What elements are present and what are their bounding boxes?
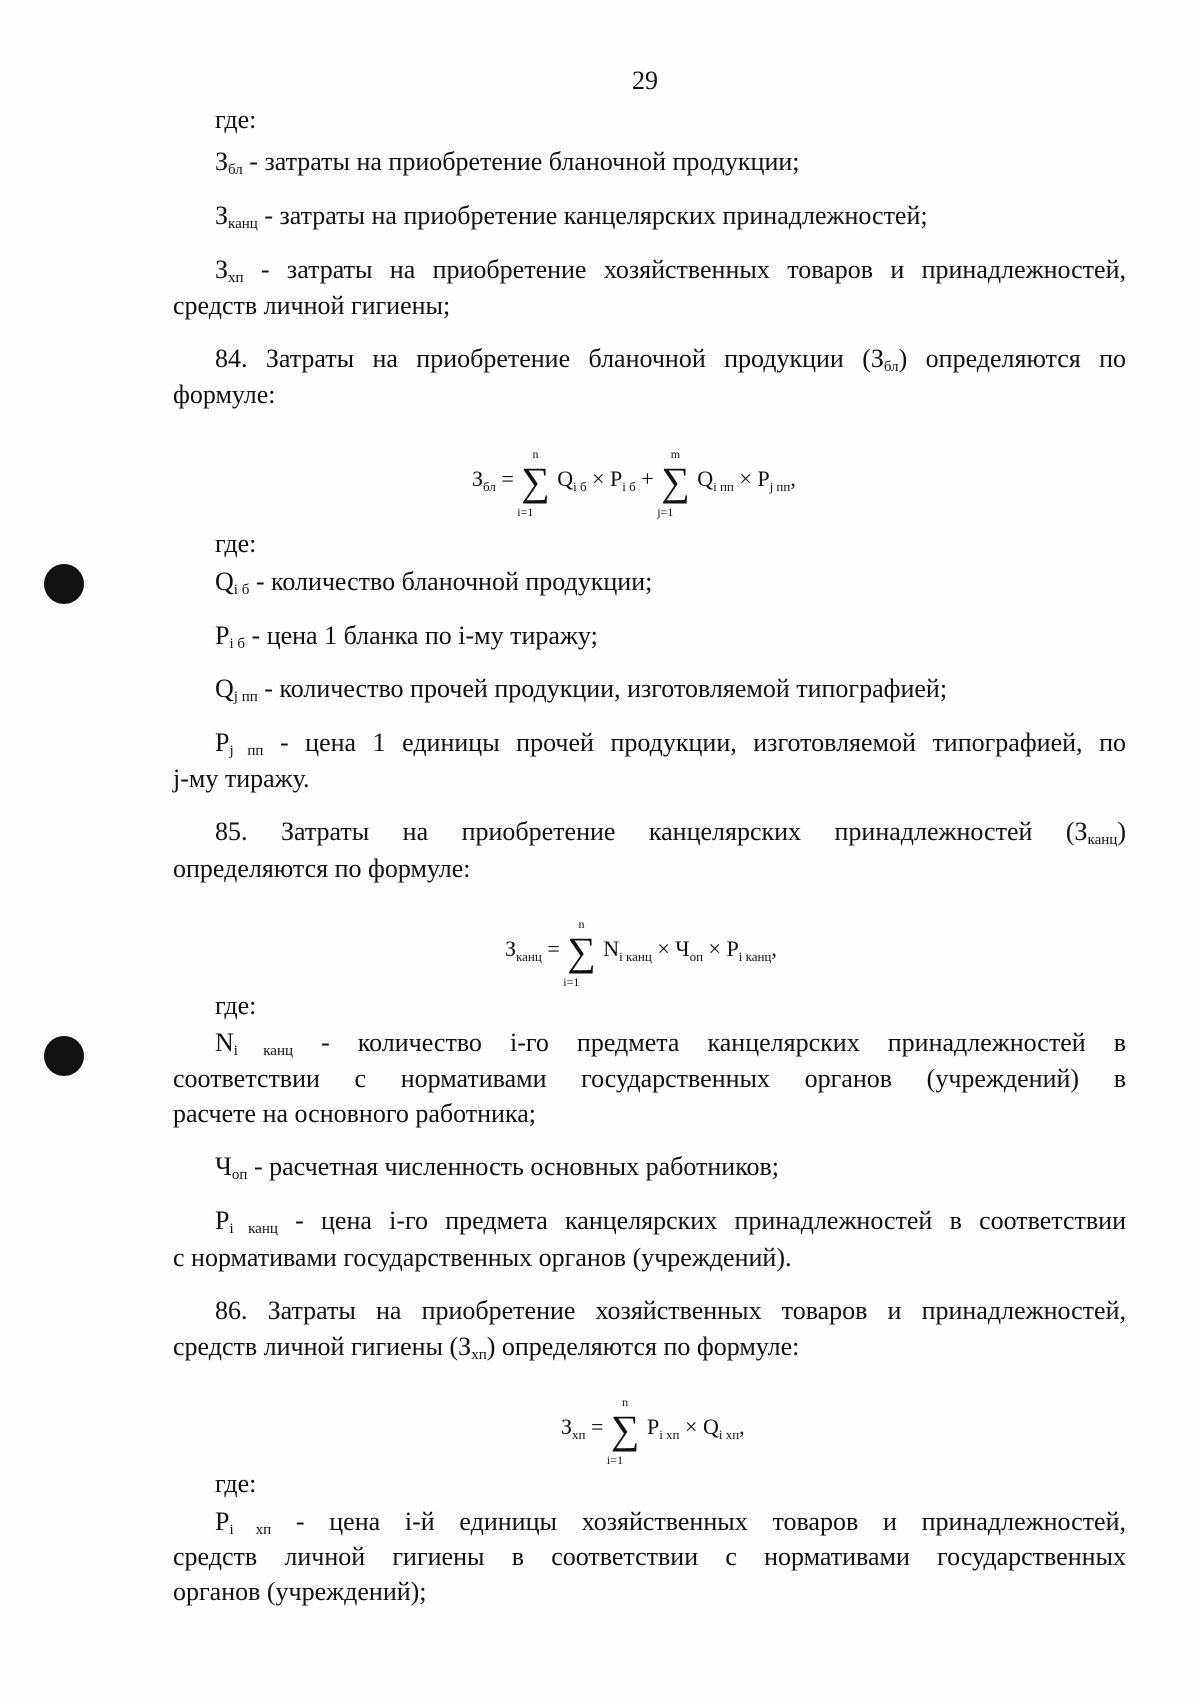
definition-z-bl: $З_{бл}$ - затраты на приобретение бланочной продукции;	[215, 147, 800, 178]
paragraph-84-line1: 84. Затраты на приобретение бланочной продукции $(З_{бл})$ определяются по	[215, 344, 1126, 375]
formula-z-bl: $З_{бл}$ = ∑ n i=1 $Q_{i б} \times P_{i б}$ + ∑ m j=1 $Q_{i пп} \times P_{j пп}$,	[472, 447, 796, 519]
binder-hole-mark	[44, 564, 84, 604]
definition-q-jpp: $Q_{j пп}$ - количество прочей продукции, изготовляемой типографией;	[215, 674, 948, 705]
definition-p-ihp-line3: органов (учреждений);	[173, 1577, 427, 1606]
paragraph-85-line1: 85. Затраты на приобретение канцелярских принадлежностей $(З_{канц})$	[215, 817, 1126, 848]
sum-sign: ∑ m j=1	[657, 447, 690, 519]
paragraph-86-line2: средств личной гигиены $(З_{хп})$ определяются по формуле:	[173, 1332, 800, 1363]
gde-label: где:	[215, 529, 257, 558]
paragraph-84-line2: формуле:	[173, 380, 276, 409]
definition-n-i-line2: соответствии с нормативами государственных органов (учреждений) в	[173, 1064, 1126, 1093]
formula-z-hp: $З_{хп}$ = ∑ n i=1 $P_{i хп} \times Q_{i хп}$,	[561, 1395, 745, 1467]
gde-label: где:	[215, 105, 257, 134]
definition-p-ihp-line1: $P_{i хп}$ - цена i-й единицы хозяйственных товаров и принадлежностей,	[215, 1507, 1126, 1538]
definition-p-jpp-line2: j-му тиражу.	[173, 764, 310, 793]
definition-z-hp-line2: средств личной гигиены;	[173, 291, 451, 320]
definition-p-ihp-line2: средств личной гигиены в соответствии с нормативами государственных	[173, 1542, 1126, 1571]
paragraph-86-line1: 86. Затраты на приобретение хозяйственных товаров и принадлежностей,	[215, 1296, 1126, 1325]
gde-label: где:	[215, 991, 257, 1020]
sum-sign: ∑ n i=1	[563, 917, 596, 989]
page-number: 29	[632, 66, 658, 95]
sum-sign: ∑ n i=1	[517, 447, 550, 519]
sum-sign: ∑ n i=1	[606, 1395, 640, 1467]
definition-p-i-line2: с нормативами государственных органов (учреждений).	[173, 1243, 792, 1272]
formula-z-kanc: $З_{канц}$ = ∑ n i=1 $N_{i канц} \times Ч_{оп} \times P_{i канц}$,	[505, 917, 777, 989]
definition-n-i-line1: $N_{i канц}$ - количество i-го предмета канцелярских принадлежностей в	[215, 1028, 1126, 1059]
definition-z-hp-line1: $З_{хп}$ - затраты на приобретение хозяйственных товаров и принадлежностей,	[215, 255, 1126, 286]
definition-p-i-line1: $P_{i канц}$ - цена i-го предмета канцелярских принадлежностей в соответствии	[215, 1206, 1126, 1237]
definition-ch-op: $Ч_{оп}$ - расчетная численность основных работников;	[215, 1152, 780, 1183]
definition-q-ib: $Q_{i б}$ - количество бланочной продукции;	[215, 567, 653, 598]
definition-p-ib: $P_{i б}$ - цена 1 бланка по i-му тиражу;	[215, 621, 598, 652]
definition-p-jpp-line1: $P_{j пп}$ - цена 1 единицы прочей продукции, изготовляемой типографией, по	[215, 728, 1126, 759]
binder-hole-mark	[44, 1036, 84, 1076]
gde-label: где:	[215, 1469, 257, 1498]
definition-n-i-line3: расчете на основного работника;	[173, 1099, 536, 1128]
paragraph-85-line2: определяются по формуле:	[173, 854, 471, 883]
definition-z-kanc: $З_{канц}$ - затраты на приобретение канцелярских принадлежностей;	[215, 201, 928, 232]
